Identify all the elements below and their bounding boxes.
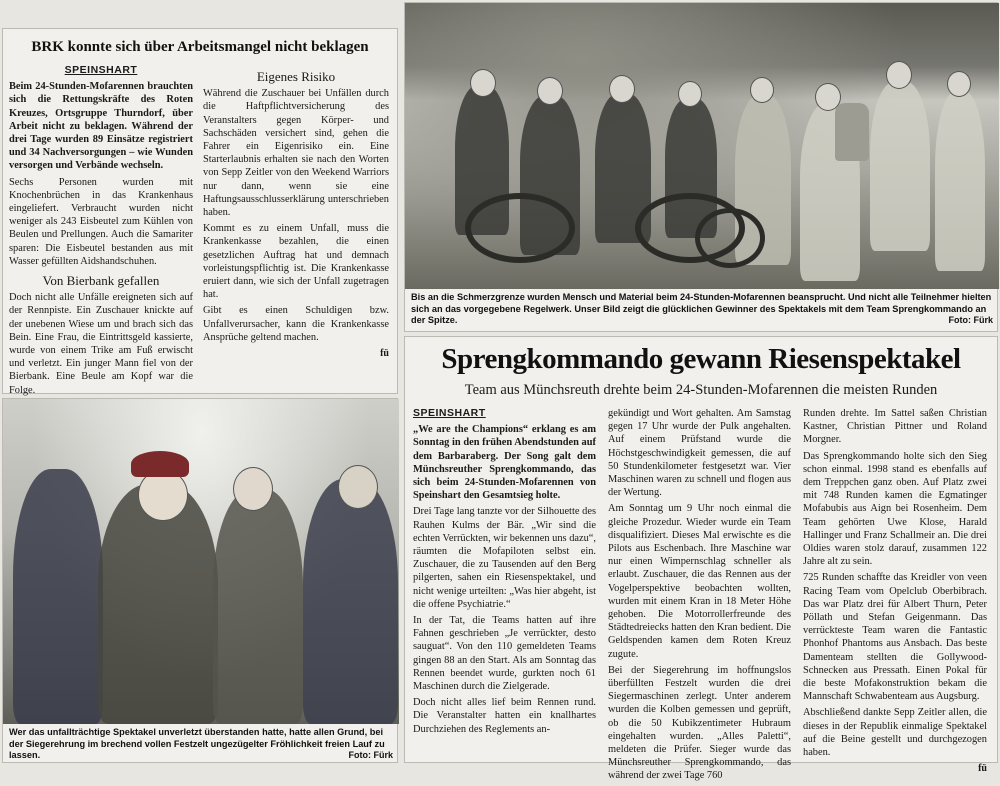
main-paragraph: Doch nicht alles lief beim Rennen rund. Die Veranstalter hatten ein knallhartes Durchziehen des Reglements an-	[413, 697, 596, 735]
brk-signature: fü	[380, 348, 389, 360]
festzelt-photo-caption	[9, 727, 393, 762]
main-paragraph: Abschließend dankte Sepp Zeitler allen, die dieses in der Republik einmalige Spektakel auf die Beine gestellt und durchgezogen haben.	[803, 707, 987, 759]
main-article	[404, 336, 998, 782]
festzelt-photo-clip	[2, 398, 398, 763]
festzelt-photo	[3, 399, 399, 724]
winners-photo-clip	[404, 2, 998, 332]
brk-article	[2, 28, 398, 394]
main-paragraph: Am Sonntag um 9 Uhr noch einmal die gleiche Prozedur. Wieder wurde ein Team disqualifiziert. Dieses Mal erwischte es die Pilots aus Eschenbach. Ihre Maschine war nur einen Wimpernschlag schneller als erlaubt. Zuschauer, die das Rennen aus der Vogelperspektive beobachten wollten, wurden mit einem Kran in 18 Meter Höhe gehoben. Die Motorrollerfreunde des Städtedreiecks hatten den Kran bedient. Die Geldspenden kamen dem Roten Kreuz zugute.	[608, 503, 791, 660]
brk-headline: BRK konnte sich über Arbeitsmangel nicht beklagen	[31, 39, 369, 55]
main-headline: Sprengkommando gewann Riesenspektakel	[441, 343, 961, 375]
brk-column-1	[9, 64, 193, 400]
main-lead: „We are the Champions“ erklang es am Sonntag in den frühen Abendstunden auf dem Barbaraberg. Der Song galt dem Münchsreuther Sprengkommando, das sich beim 24-Stunden-Mofarennen von Speinshart den Gesamtsieg holte.	[413, 424, 596, 502]
photo-credit: Foto: Fürk	[348, 750, 393, 760]
main-paragraph: Bei der Siegerehrung im hoffnungslos überfüllten Festzelt wurden die drei Siegermaschinen zerlegt. Unter anderem wurden die Kolben gemessen und geprüft, ob die 50 Kubikzentimeter Hubraum eingehalten wurden. „Alles Paletti“, meldeten die Prüfer. Sieger wurde das Münchsreuther Sprengkommando, das während der zwei Tage 760	[608, 664, 791, 782]
brk-paragraph: Sechs Personen wurden mit Knochenbrüchen in das Krankenhaus eingeliefert. Verbraucht wurden nicht weniger als 243 Eisbeutel zum Kühlen von Beulen und Prellungen. Auch die Samariter sparen: Die Eisbeutel bestanden aus mit Wasser gefüllten Aidshandschuhen.	[9, 176, 193, 267]
photo-credit: Foto: Fürk	[948, 315, 993, 325]
main-paragraph: In der Tat, die Teams hatten auf ihre Fahnen geschrieben „Je verrückter, desto sauguat“. Von den 110 gemeldeten Teams gingen 88 an den Start. Als am Sonntag das Rennen beendet wurde, gurkten noch 61 Maschinen durch die Zielgerade.	[413, 615, 596, 693]
brk-column-2	[203, 64, 389, 400]
main-signature: fü	[978, 763, 987, 775]
main-column-2	[608, 407, 791, 786]
caption-text: Bis an die Schmerzgrenze wurden Mensch und Material beim 24-Stunden-Mofarennen beansprucht. Und nicht alle Teilnehmer hielten sich an das vorgegebene Regelwerk. Unser Bild zeigt die glücklichen Gewinner des Spektakels mit dem Team Sprengkommando an der Spitze.	[411, 292, 992, 325]
brk-dateline: SPEINSHART	[64, 64, 138, 76]
brk-paragraph: Doch nicht alle Unfälle ereigneten sich auf der Rennpiste. Ein Zuschauer knickte auf der unebenen Wiese um und brach sich das Bein. Eine Frau, die Eintrittsgeld kassierte, wurde von einem Trike am Fuß erwischt und verletzt. Ein junger Mann fiel von der Bierbank. Eine Beule am Kopf war die Folge.	[9, 292, 193, 396]
main-paragraph: Runden drehte. Im Sattel saßen Christian Kastner, Christian Pittner und Roland Morgner.	[803, 408, 987, 446]
main-paragraph: 725 Runden schaffte das Kreidler von veen Racing Team vom Opelclub Oberbibrach. Das war Platz drei für Albert Thurn, Peter Pöllath und Stefan Geigenmann. Das verrückteste Team waren die Fantastic Phonhof Phantoms aus Ansbach. Das beste Damenteam stellten die Gollywood-Schnecken aus Pressath. Einen Pokal für die beste Mofakonstruktion bekam die Mannschaft Schwabenteam aus Augsburg.	[803, 572, 987, 703]
winners-photo	[405, 3, 999, 289]
main-column-3	[803, 407, 987, 786]
brk-paragraph: Gibt es einen Schuldigen bzw. Unfallverursacher, kann die Krankenkasse Ansprüche geltend machen.	[203, 305, 389, 343]
main-paragraph: Das Sprengkommando holte sich den Sieg schon einmal. 1998 stand es ebenfalls auf dem Treppchen ganz oben. Auf Platz zwei mit 748 Runden kamen die Egmatinger Mofabubis aus Aign bei Rosenheim. Dem Team gehörten Uwe Klose, Harald Hallinger und Franz Schallmeir an. Die drei Oldies waren stolz darauf, zusammen 122 Jahre alt zu sein.	[803, 450, 987, 568]
winners-photo-caption	[411, 292, 993, 327]
brk-subhead-2: Eigenes Risiko	[256, 69, 336, 84]
brk-paragraph: Während die Zuschauer bei Unfällen durch die Haftpflichtversicherung des Veranstalters gegen Körper- und Sachschäden versichert sind, gehen die Fahrer ein Eigenrisiko ein. Eine Starterlaubnis erhalten sie nach den Worten von Sepp Zeitler von den Weekend Warriors nur dann, wenn sie eine Haftungsausschlusserklärung unterschrieben haben.	[203, 88, 389, 219]
main-dateline: SPEINSHART	[413, 407, 486, 419]
brk-subhead-1: Von Bierbank gefallen	[42, 273, 160, 289]
brk-paragraph: Kommt es zu einem Unfall, muss die Krankenkasse bezahlen, die einen gesetzlichen Auftrag hat und demnach vorleistungspflichtig ist. Die Krankenkasse eruiert dann, wie sich der Unfall zugetragen hat.	[203, 223, 389, 301]
main-subhead: Team aus Münchsreuth drehte beim 24-Stunden-Mofarennen die meisten Runden	[464, 382, 938, 398]
main-column-1	[413, 407, 596, 786]
brk-lead: Beim 24-Stunden-Mofarennen brauchten sich die Rettungskräfte des Roten Kreuzes, Ortsgruppe Thurndorf, über Arbeit nicht zu beklagen. Während der drei Tage wurden 89 Einsätze registriert und 34 Nachversorgungen – wie Wunden versorgen und Verbände wechseln.	[9, 81, 193, 172]
main-paragraph: gekündigt und Wort gehalten. Am Samstag gegen 17 Uhr wurde der Pulk angehalten. Auf einem Prüfstand wurde die Höchstgeschwindigkeit gemessen, die auf 50 Stundenkilometer festgesetzt war. Vier Maschinen waren zu schnell und flogen aus der Wertung.	[608, 408, 791, 499]
caption-text: Wer das unfallträchtige Spektakel unverletzt überstanden hatte, hatte allen Grund, bei der Siegerehrung im brechend vollen Festzelt ungezügelter Fröhlichkeit freien Lauf zu lassen.	[9, 727, 385, 760]
main-paragraph: Drei Tage lang tanzte vor der Silhouette des Rauhen Kulms der Bär. „Wir sind die echten Verrückten, wir bekennen uns dazu“, räumten die Mofapiloten selbst ein. Zuschauer, die zu Tausenden auf den Berg pilgerten, sahen ein Riesenspektakel, und nicht wenige urteilten: „Was hier abgeht, ist die offene Psychiatrie.“	[413, 506, 597, 610]
